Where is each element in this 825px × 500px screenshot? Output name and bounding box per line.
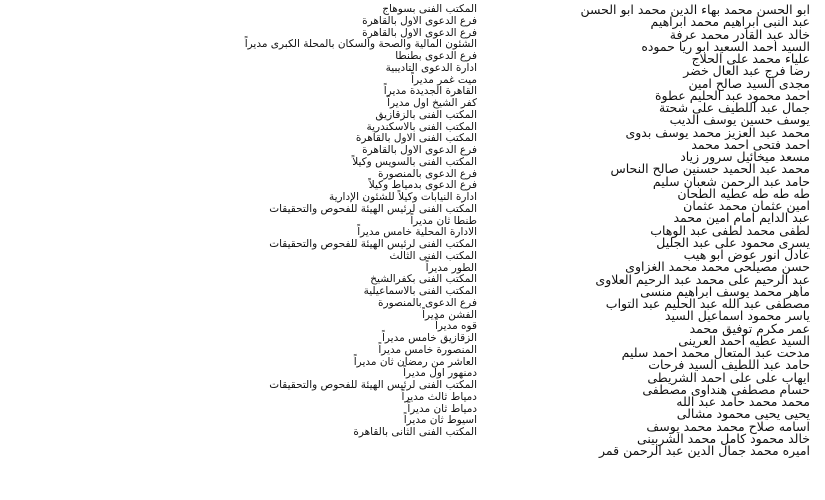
assigned-position: دمياط ثان مديراً [407, 402, 477, 415]
assigned-position: دمياط ثالث مديراً [401, 390, 477, 403]
assigned-position: ادارة النيابات وكيلاً للشئون الإدارية [328, 191, 477, 203]
assigned-position: المكتب الفنى الاول بالقاهرة [355, 132, 477, 145]
employee-name: ايهاب على على احمد الشريطى [647, 369, 810, 385]
employee-name: عبد الدايم امام امين محمد [673, 210, 810, 226]
employee-name: ماهر محمد يوسف ابراهيم منسى [640, 283, 810, 299]
employee-name: يحيى يحيى محمود مشالى [676, 406, 810, 422]
employee-name: مصطفى عبد الله عبد الحليم عبد التواب [605, 296, 810, 311]
assigned-position: المكتب الفنى بالسويس وكيلاً [352, 155, 477, 168]
employee-name: محمد عبد الحميد حسنين صالح النحاس [610, 161, 810, 177]
employee-name: عادل انور عوض ابو هيب [683, 247, 810, 262]
assigned-position: المكتب الفنى لرئيس الهيئة للفحوص والتحقيقات [269, 379, 477, 391]
employee-name: مدحت عبد المتعال محمد احمد سليم [621, 345, 810, 360]
employee-name: لطفى محمد لطفى عبد الوهاب [650, 222, 810, 238]
employee-name: السيد عطيه احمد العرينى [678, 332, 810, 348]
employee-name: عبد الرحيم على محمد عبد الرحيم العلاوى [595, 271, 810, 287]
employee-name: يسرى محمود على عبد الجليل [656, 234, 810, 250]
employee-name: خالد عبد القادر محمد عرفة [669, 26, 810, 42]
assigned-position: دمنهور اول مديراً [403, 367, 477, 380]
assigned-position: الادارة المحلية خامس مديراً [357, 226, 477, 239]
employee-name: يوسف حسين يوسف الديب [669, 112, 810, 128]
employee-name: عبد النبى ابراهيم محمد ابراهيم [650, 14, 810, 30]
assigned-position: ميت غمر مديراً [411, 73, 477, 86]
employee-name: ابو الحسن محمد بهاء الدين محمد ابو الحسن [580, 2, 810, 17]
positions-column [177, 4, 477, 439]
employee-name: جمال عبد اللطيف على شحتة [659, 100, 810, 115]
assigned-position: المكتب الفنى بكفرالشيخ [370, 273, 477, 286]
employee-name: حامد عبد الرحمن شعبان سليم [652, 173, 810, 189]
employee-name: حامد عبد اللطيف السيد فرحات [648, 357, 810, 373]
assigned-position: المكتب الفنى لرئيس الهيئة للفحوص والتحقيقات [269, 238, 477, 250]
employee-name: حسام مصطفى هنداوى مصطفى [642, 381, 810, 397]
employee-name: السيد احمد السعيد ابو ريا حموده [641, 38, 810, 54]
employee-name: ياسر محمود اسماعيل السيد [664, 308, 810, 324]
employee-name: علياء محمد على الحلاج [691, 51, 810, 66]
assigned-position: الشئون المالية والصحة والسكان بالمحلة الكبرى مديراً [244, 38, 477, 51]
assigned-position: فرع الدعوى بالمنصورة [378, 296, 477, 309]
employee-name: عمر مكرم توفيق محمد [689, 320, 810, 336]
employee-name: مجدى السيد صالح امين [688, 75, 810, 91]
assigned-position: قوه مديراً [434, 320, 477, 333]
employee-name: طه طه طه عطيه الطحان [677, 185, 810, 201]
employee-name: اميره محمد جمال الدين عبد الرحمن قمر [599, 443, 810, 458]
assigned-position: اسيوط ثان مديراً [403, 414, 477, 427]
assigned-position: المكتب الفنى بالزقازيق [375, 108, 477, 121]
assigned-position: طنطا ثان مديراً [410, 214, 477, 227]
assigned-position: فرع الدعوى الاول بالقاهرة [362, 26, 477, 39]
assigned-position: الزقازيق خامس مديراً [381, 332, 477, 344]
employee-name: مسعد ميخائيل سرور زياد [680, 149, 810, 164]
employee-name: خالد محمود كامل محمد الشربينى [636, 430, 810, 446]
assigned-position: المكتب الفنى الثانى بالقاهرة [353, 426, 477, 438]
assigned-position: فرع الدعوى بالمنصورة [378, 167, 477, 180]
assigned-position: الفشن مديراً [422, 308, 477, 321]
assigned-position: المكتب الفنى بسوهاج [382, 3, 477, 15]
employee-name: اسامه صلاح محمد محمد يوسف [646, 418, 810, 434]
names-column [500, 4, 810, 457]
employee-name: محمد عبد العزيز محمد يوسف بدوى [625, 124, 810, 140]
assigned-position: فرع الدعوى بطنطا [395, 50, 477, 62]
assigned-position: فرع الدعوى الاول بالقاهرة [362, 14, 477, 27]
assigned-position: المكتب الفنى بالاسكندرية [366, 120, 477, 133]
assigned-position: المكتب الفنى لرئيس الهيئة للفحوص والتحقيقات [269, 202, 477, 215]
employee-name: احمد فتحى احمد محمد [691, 136, 810, 152]
employee-name: رضا فرج عبد العال خضر [683, 63, 810, 79]
assigned-position: العاشر من رمضان ثان مديراً [353, 355, 477, 368]
employee-name: احمد محمود عبد الحليم عطوة [655, 87, 810, 103]
assigned-position: المنصورة خامس مديراً [378, 343, 477, 356]
assigned-position: كفر الشيخ اول مديراً [387, 97, 477, 109]
assigned-position: ادارة الدعوى التاديبية [385, 61, 477, 74]
assigned-position: الطور مديراً [425, 261, 477, 274]
employee-name: امين عثمان محمد عثمان [683, 198, 810, 213]
employee-name: محمد محمد حامد عبد الله [676, 394, 810, 409]
assigned-position: فرع الدعوى الاول بالقاهرة [362, 144, 477, 156]
assigned-position: القاهرة الجديدة مديراً [383, 85, 477, 98]
assigned-position: المكتب الفنى بالاسماعيلية [363, 285, 477, 297]
assigned-position: المكتب الفنى الثالث [389, 249, 477, 262]
employee-name: حسن مصيلحى محمد محمد الغزاوى [625, 259, 810, 275]
assigned-position: فرع الدعوى بدمياط وكيلاً [368, 179, 477, 192]
